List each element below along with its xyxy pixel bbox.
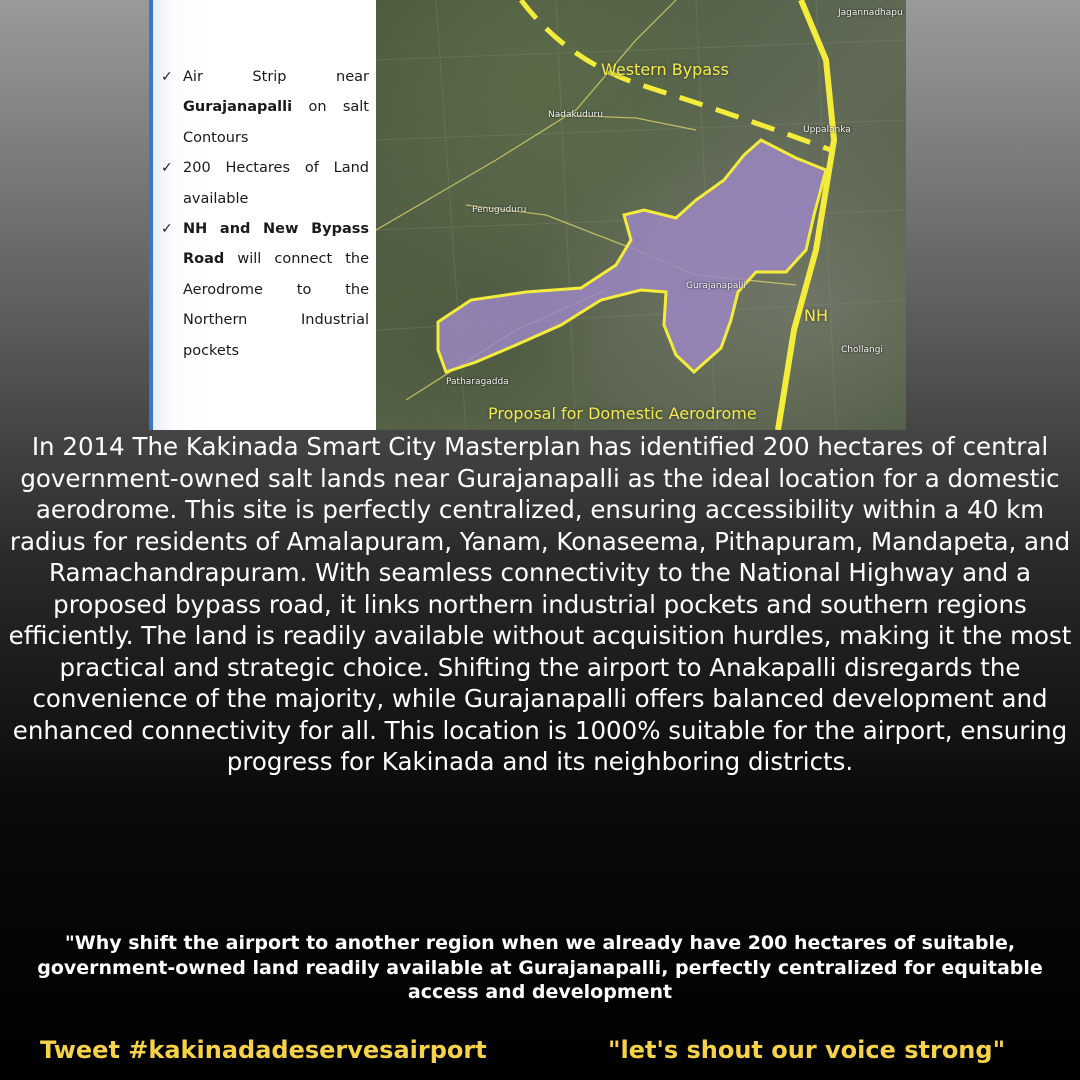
quote-text: "Why shift the airport to another region when we already have 200 hectares of suitable, government-owned land readily available at Gurajanapalli, perfectly centralized for equitable access and development bbox=[37, 932, 1043, 1003]
bullet-item bbox=[161, 62, 369, 153]
bullet-item bbox=[161, 214, 369, 366]
satellite-map bbox=[376, 0, 906, 430]
chollangi-label: Chollangi bbox=[841, 345, 883, 355]
bullet-text: on salt Contours bbox=[183, 99, 369, 146]
aerodrome-site-area bbox=[438, 140, 826, 372]
bullet-text: Air Strip near bbox=[183, 69, 369, 85]
bullet-panel bbox=[149, 0, 376, 430]
bullet-text: NH and New Bypass Road bbox=[183, 221, 369, 268]
bullet-list bbox=[161, 62, 369, 366]
uppalanka-label: Uppalanka bbox=[803, 125, 851, 135]
bullet-item bbox=[161, 153, 369, 214]
nh-label: NH bbox=[804, 306, 828, 325]
check-icon: ✓ bbox=[161, 69, 173, 85]
check-icon: ✓ bbox=[161, 160, 173, 177]
bullet-text: 200 Hectares of Land available bbox=[183, 160, 369, 207]
check-icon: ✓ bbox=[161, 221, 173, 238]
slide-image bbox=[149, 0, 906, 430]
slogan-text: "let's shout our voice strong" bbox=[608, 1036, 1006, 1064]
bullet-text: Gurajanapalli bbox=[183, 99, 293, 116]
proposal-label: Proposal for Domestic Aerodrome bbox=[488, 404, 757, 423]
hashtag-text: Tweet #kakinadadeservesairport bbox=[40, 1036, 487, 1064]
western-bypass-label: Western Bypass bbox=[601, 60, 729, 79]
bullet-text: will connect the Aerodrome to the Northern Industrial pockets bbox=[183, 251, 369, 359]
gurajanapalli-label: Gurajanapalli bbox=[686, 281, 746, 291]
patharagadda-label: Patharagadda bbox=[446, 377, 509, 387]
penuguduru-label: Penuguduru bbox=[472, 205, 527, 215]
jagannadhapuram-label: Jagannadhapu bbox=[838, 8, 903, 18]
body-paragraph: In 2014 The Kakinada Smart City Masterplan has identified 200 hectares of central government-owned salt lands near Gurajanapalli as the ideal location for a domestic aerodrome. This site is perfectly centralized, ensuring accessibility within a 40 km radius for residents of Amalapuram, Yanam, Konaseema, Pithapuram, Mandapeta, and Ramachandrapuram. With seamless connectivity to the National Highway and a proposed bypass road, it links northern industrial pockets and southern regions efficiently. The land is readily available without acquisition hurdles, making it the most practical and strategic choice. Shifting the airport to Anakapalli disregards the convenience of the majority, while Gurajanapalli offers balanced development and enhanced connectivity for all. This location is 1000% suitable for the airport, ensuring progress for Kakinada and its neighboring districts. bbox=[8, 432, 1072, 776]
nadakuduru-label: Nadakuduru bbox=[548, 110, 603, 120]
